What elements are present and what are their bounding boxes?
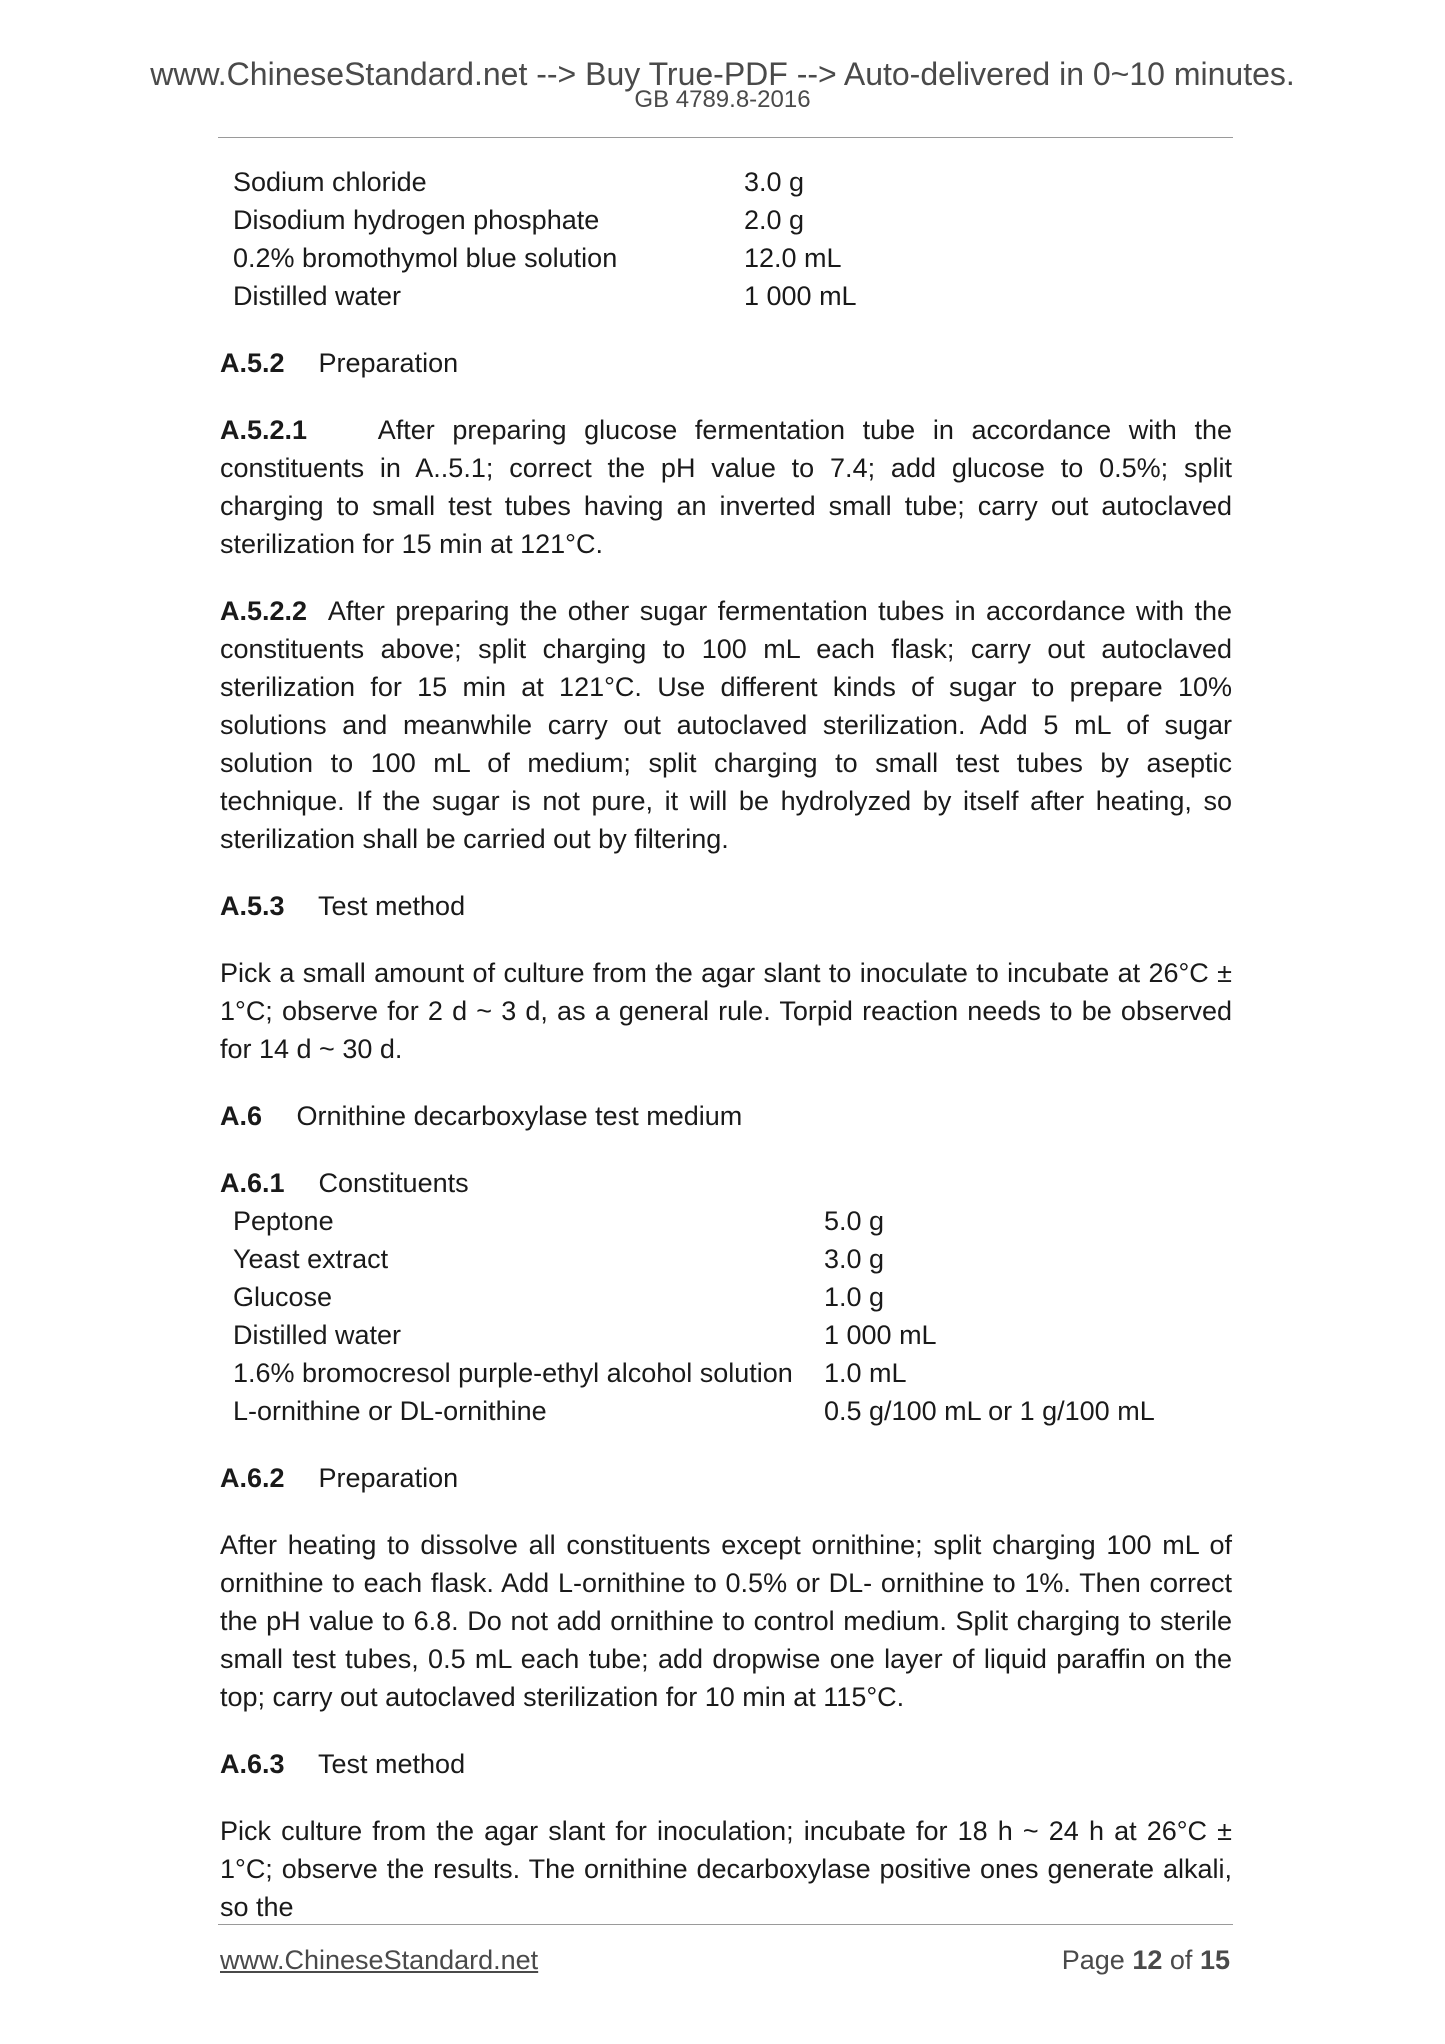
table-row: [220, 1202, 1232, 1240]
paragraph-a521: [220, 411, 1232, 563]
constituent-name: Sodium chloride: [233, 167, 427, 197]
constituents-table-a51: [220, 163, 1232, 315]
constituent-amount: 5.0 g: [824, 1206, 885, 1236]
section-heading-a61: [220, 1164, 1232, 1202]
paragraph-a62: After heating to dissolve all constituents except ornithine; split charging 100 mL of ornithine to each flask. Add L-ornithine to 0.5% or DL- ornithine to 1%. Then correct the pH value to 6.8. Do not add ornithine to control medium. Split charging to sterile small test tubes, 0.5 mL each tube; add dropwise one layer of liquid paraffin on the top; carry out autoclaved sterilization for 10 min at 115°C.: [220, 1530, 1232, 1712]
paragraph-a522: [220, 592, 1232, 858]
constituent-amount: 3.0 g: [824, 1244, 885, 1274]
section-number: A.6: [220, 1101, 263, 1131]
clause-text: After preparing the other sugar fermentation tubes in accordance with the constituents above; split charging to 100 mL each flask; carry out autoclaved sterilization for 15 min at 121°C. Use different kinds of sugar to prepare 10% solutions and meanwhile carry out autoclaved sterilization. Add 5 mL of sugar solution to 100 mL of medium; split charging to small test tubes by aseptic technique. If the sugar is not pure, it will be hydrolyzed by itself after heating, so sterilization shall be carried out by filtering.: [220, 596, 1232, 854]
constituents-table-a61: [220, 1202, 1232, 1430]
footer-divider: [218, 1924, 1233, 1925]
table-row: [220, 1392, 1232, 1430]
clause-number: A.5.2.1: [220, 415, 308, 445]
section-title: Test method: [318, 891, 466, 921]
constituent-name: Peptone: [233, 1206, 334, 1236]
page-indicator: [1062, 1945, 1230, 1976]
paragraph-a53: Pick a small amount of culture from the agar slant to inoculate to incubate at 26°C ± 1°C; observe for 2 d ~ 3 d, as a general rule. Torpid reaction needs to be observed for 14 d ~ 30 d.: [220, 958, 1232, 1064]
header-banner: www.ChineseStandard.net --> Buy True-PDF --> Auto-delivered in 0~10 minutes.: [150, 56, 1295, 92]
table-row: [220, 1354, 1232, 1392]
of-word: of: [1169, 1945, 1193, 1975]
page-content: [220, 163, 1232, 1926]
section-title: Preparation: [318, 1463, 459, 1493]
section-number: A.6.3: [220, 1749, 285, 1779]
section-heading-a6: [220, 1097, 1232, 1135]
constituent-name: Distilled water: [233, 1320, 402, 1350]
section-number: A.5.3: [220, 891, 285, 921]
constituent-amount: 0.5 g/100 mL or 1 g/100 mL: [824, 1396, 1155, 1426]
clause-number: A.5.2.2: [220, 596, 308, 626]
paragraph-a63: Pick culture from the agar slant for inoculation; incubate for 18 h ~ 24 h at 26°C ± 1°C; observe the results. The ornithine decarboxylase positive ones generate alkali, so the: [220, 1816, 1232, 1922]
document-number: GB 4789.8-2016: [634, 86, 811, 113]
page-current: 12: [1132, 1945, 1163, 1975]
section-heading-a62: [220, 1459, 1232, 1497]
section-number: A.6.1: [220, 1168, 285, 1198]
constituent-name: Disodium hydrogen phosphate: [233, 205, 600, 235]
constituent-amount: 1.0 g: [824, 1282, 885, 1312]
constituent-name: L-ornithine or DL-ornithine: [233, 1396, 547, 1426]
section-number: A.6.2: [220, 1463, 285, 1493]
constituent-amount: 1.0 mL: [824, 1358, 907, 1388]
table-row: [220, 163, 1232, 201]
section-title: Preparation: [318, 348, 459, 378]
constituent-amount: 1 000 mL: [744, 281, 857, 311]
header-divider: [218, 137, 1233, 138]
section-heading-a52: [220, 344, 1232, 382]
table-row: [220, 277, 1232, 315]
constituent-name: Glucose: [233, 1282, 333, 1312]
section-number: A.5.2: [220, 348, 285, 378]
constituent-name: Distilled water: [233, 281, 402, 311]
constituent-amount: 12.0 mL: [744, 243, 842, 273]
table-row: [220, 201, 1232, 239]
table-row: [220, 1278, 1232, 1316]
footer-site-link[interactable]: www.ChineseStandard.net: [220, 1945, 539, 1975]
section-title: Constituents: [318, 1168, 469, 1198]
table-row: [220, 1240, 1232, 1278]
constituent-amount: 3.0 g: [744, 167, 805, 197]
table-row: [220, 239, 1232, 277]
section-heading-a53: [220, 887, 1232, 925]
constituent-name: 0.2% bromothymol blue solution: [233, 243, 618, 273]
section-title: Test method: [318, 1749, 466, 1779]
constituent-name: 1.6% bromocresol purple-ethyl alcohol solution: [233, 1358, 793, 1388]
section-title: Ornithine decarboxylase test medium: [296, 1101, 743, 1131]
constituent-amount: 2.0 g: [744, 205, 805, 235]
section-heading-a63: [220, 1745, 1232, 1783]
constituent-amount: 1 000 mL: [824, 1320, 937, 1350]
page-word: Page: [1061, 1945, 1125, 1975]
clause-text: After preparing glucose fermentation tube in accordance with the constituents in A..5.1; correct the pH value to 7.4; add glucose to 0.5%; split charging to small test tubes having an inverted small tube; carry out autoclaved sterilization for 15 min at 121°C.: [220, 415, 1232, 559]
constituent-name: Yeast extract: [233, 1244, 389, 1274]
page-total: 15: [1199, 1945, 1230, 1975]
table-row: [220, 1316, 1232, 1354]
